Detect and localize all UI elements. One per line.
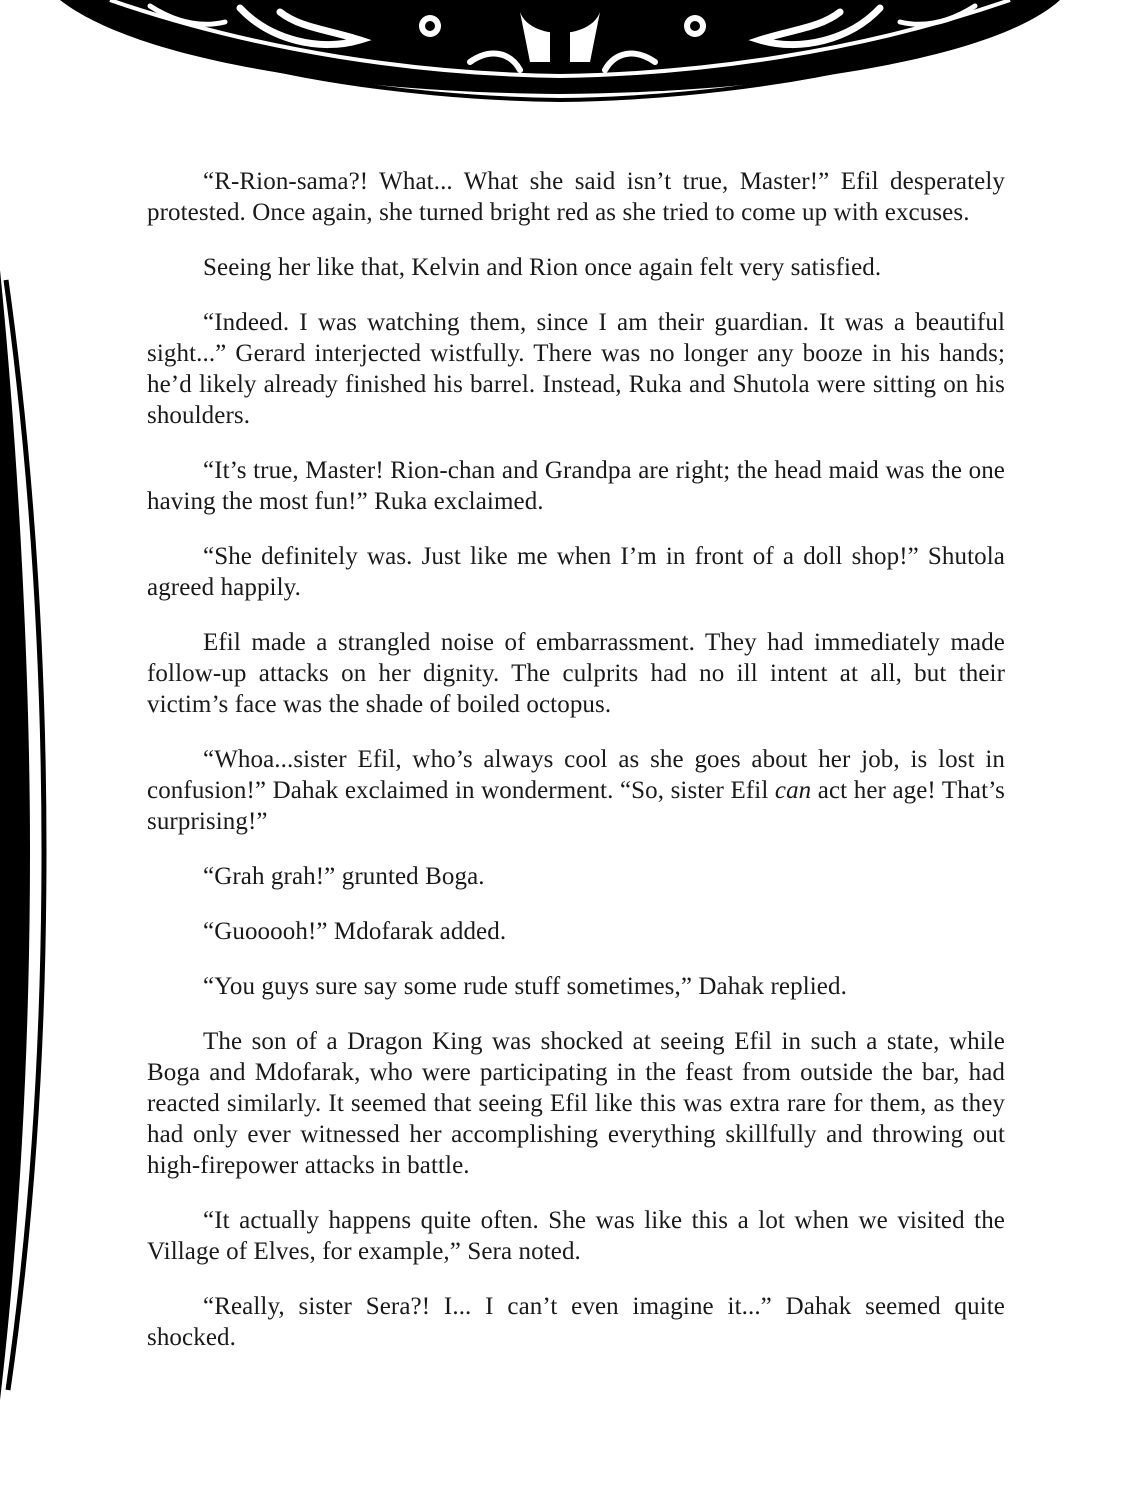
- decorative-scrollwork-border-icon: [0, 0, 1125, 110]
- decorative-curved-border-icon: [0, 250, 60, 1410]
- paragraph: “It’s true, Master! Rion-chan and Grandpa are right; the head maid was the one having the most fun!” Ruka exclaimed.: [147, 457, 1005, 515]
- paragraph: Efil made a strangled noise of embarrassment. They had immediately made follow-up attacks on her dignity. The culprits had no ill intent at all, but their victim’s face was the shade of boiled octopus.: [147, 629, 1005, 718]
- paragraph: “You guys sure say some rude stuff sometimes,” Dahak replied.: [203, 973, 847, 1000]
- paragraph: “R-Rion-sama?! What... What she said isn’t true, Master!” Efil desperately protested. Once again, she turned bright red as she tried to come up with excuses.: [147, 168, 1005, 226]
- paragraph: “She definitely was. Just like me when I’m in front of a doll shop!” Shutola agreed happily.: [147, 543, 1005, 601]
- paragraph: “Indeed. I was watching them, since I am their guardian. It was a beautiful sight...” Gerard interjected wistfully. There was no longer any booze in his hands; he’d likely already finished his barrel. Instead, Ruka and Shutola were sitting on his shoulders.: [147, 309, 1005, 429]
- paragraph: “Guooooh!” Mdofarak added.: [203, 918, 507, 945]
- paragraph: Seeing her like that, Kelvin and Rion once again felt very satisfied.: [203, 254, 882, 281]
- paragraph: “It actually happens quite often. She was like this a lot when we visited the Village of Elves, for example,” Sera noted.: [147, 1207, 1005, 1265]
- paragraph: [147, 744, 1005, 837]
- paragraph: The son of a Dragon King was shocked at seeing Efil in such a state, while Boga and Mdofarak, who were participating in the feast from outside the bar, had reacted similarly. It seemed that seeing Efil like this was extra rare for them, as they had only ever witnessed her accomplishing everything skillfully and throwing out high-firepower attacks in battle.: [147, 1028, 1005, 1179]
- emphasis-text: can: [774, 777, 812, 804]
- story-text: [147, 166, 1005, 1377]
- paragraph: “Grah grah!” grunted Boga.: [203, 863, 485, 890]
- paragraph-text: “Whoa...sister Efil, who’s always cool as she goes about her job, is lost in confusion!” Dahak exclaimed in wonderment. “So, sister Efil: [147, 746, 1005, 804]
- paragraph: “Really, sister Sera?! I... I can’t even imagine it...” Dahak seemed quite shocked.: [147, 1293, 1005, 1351]
- paragraph-text: act her age! That’s surprising!”: [147, 777, 1005, 835]
